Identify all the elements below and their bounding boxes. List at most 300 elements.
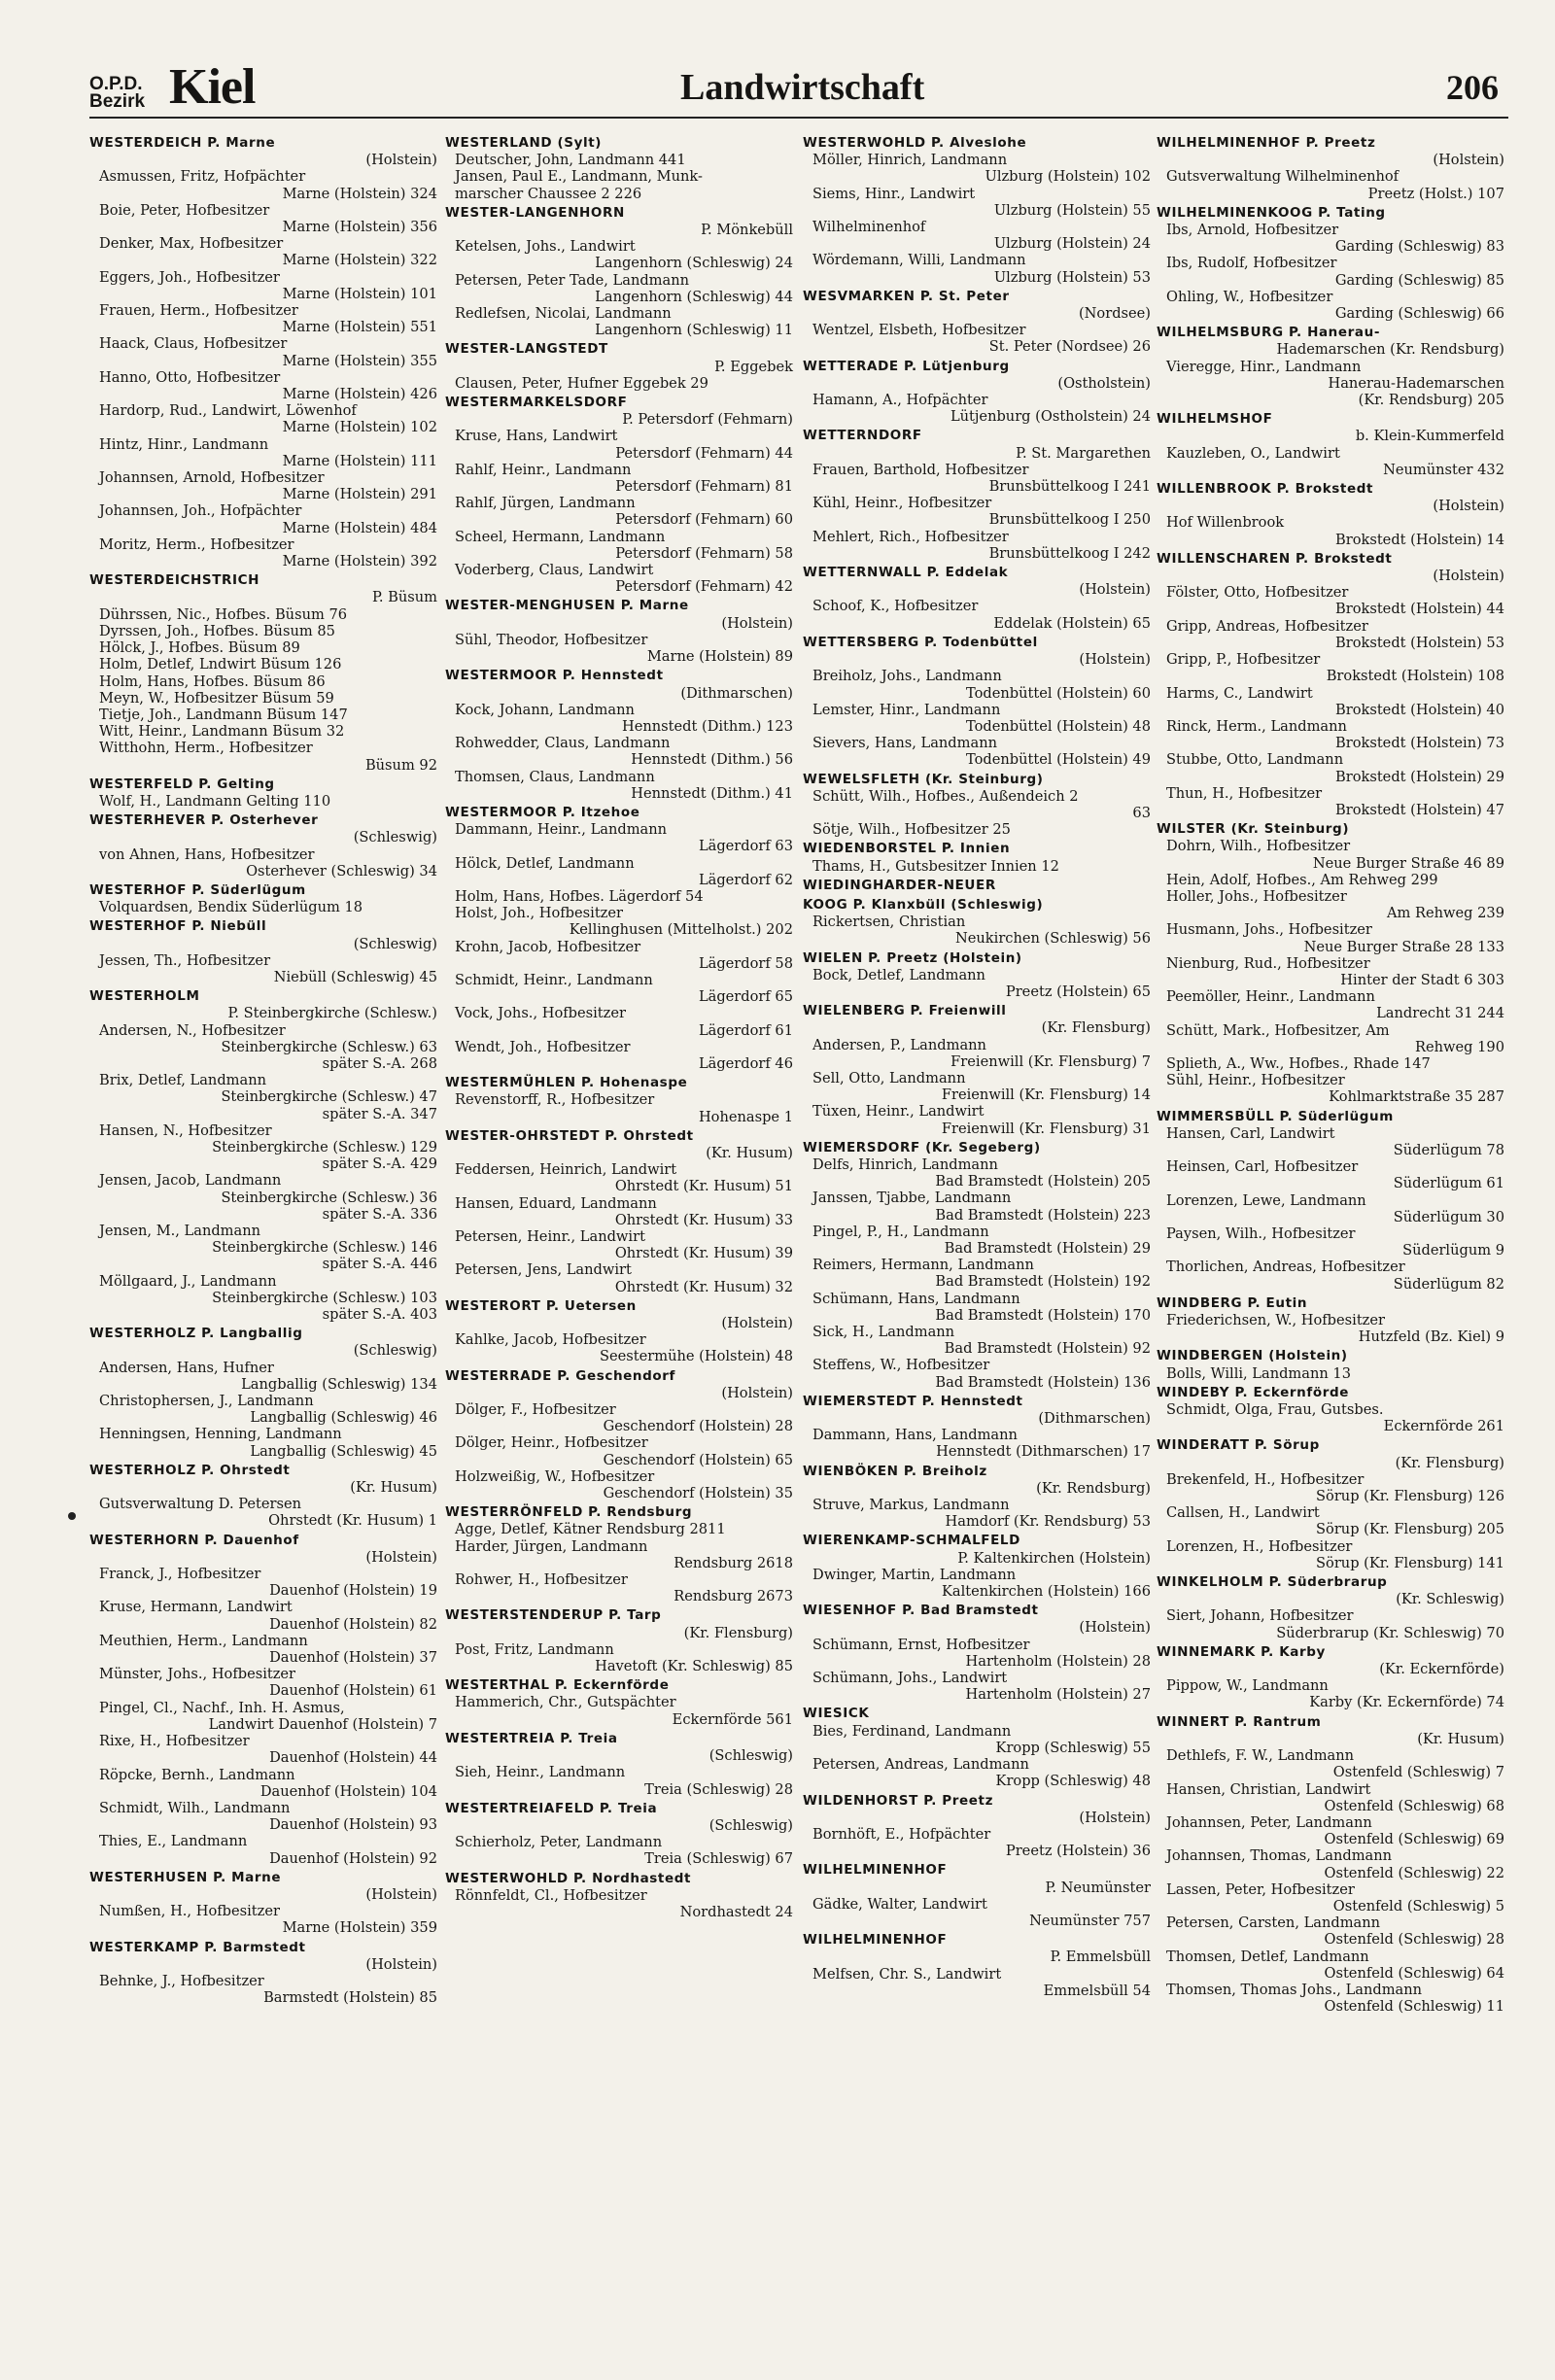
entry-location: P. Emmelsbüll — [1050, 1949, 1151, 1966]
entry-name: Wolf, H., Landmann Gelting 110 — [99, 792, 331, 810]
entry-location: Marne (Holstein) 356 — [282, 219, 437, 236]
entry-location: Dauenhof (Holstein) 61 — [269, 1682, 437, 1700]
entry-location: (Schleswig) — [353, 935, 437, 952]
entry-location: Marne (Holstein) 101 — [282, 285, 437, 302]
place-heading: WINDBERG P. Eutin — [1157, 1294, 1308, 1311]
entry-location: Steinbergkirche (Schlesw.) 129 — [212, 1138, 437, 1156]
entry-location: Todenbüttel (Holstein) 49 — [965, 751, 1151, 769]
entry-location: Hennstedt (Dithmarschen) 17 — [936, 1443, 1151, 1461]
place-heading: WIESICK — [803, 1706, 870, 1722]
place-heading: WIEMERSTEDT P. Hennstedt — [803, 1393, 1023, 1409]
entry-location: (Holstein) — [365, 1885, 437, 1903]
entry-name: Harder, Jürgen, Landmann — [455, 1537, 648, 1555]
entry-location: Bad Bramstedt (Holstein) 205 — [935, 1173, 1151, 1190]
place-heading: WILHELMINENHOF — [803, 1862, 948, 1879]
entry-name: Wördemann, Willi, Landmann — [812, 252, 1026, 269]
place-heading: WESTERHOF P. Süderlügum — [89, 881, 306, 898]
place-heading: WESTERDEICH P. Marne — [89, 135, 276, 151]
entry-name: Holm, Detlef, Lndwirt Büsum 126 — [99, 656, 342, 673]
entry-location: Hamdorf (Kr. Rendsburg) 53 — [945, 1513, 1151, 1531]
entry-location: Eckernförde 261 — [1383, 1418, 1504, 1435]
entry-name: marscher Chaussee 2 226 — [455, 185, 642, 202]
entry-location: Todenbüttel (Holstein) 60 — [965, 684, 1151, 702]
entry-name: Möllgaard, J., Landmann — [99, 1272, 277, 1290]
section-title: Landwirtschaft — [680, 67, 925, 108]
place-heading: WESTERHUSEN P. Marne — [89, 1869, 282, 1885]
entry-name: Delfs, Hinrich, Landmann — [812, 1156, 998, 1173]
place-heading: WESTERKAMP P. Barmstedt — [89, 1939, 306, 1955]
entry-location: Petersdorf (Fehmarn) 58 — [615, 544, 793, 562]
entry-location: (Holstein) — [365, 1548, 437, 1566]
entry-location: Marne (Holstein) 111 — [282, 452, 437, 469]
place-heading: WESTERRADE P. Geschendorf — [445, 1367, 675, 1384]
entry-name: Thies, E., Landmann — [99, 1833, 248, 1850]
entry-location: Kropp (Schleswig) 48 — [995, 1773, 1151, 1790]
entry-name: Pingel, P., H., Landmann — [812, 1223, 989, 1240]
place-heading: WESTERWOHLD P. Nordhastedt — [445, 1870, 692, 1886]
entry-name: Kauzleben, O., Landwirt — [1166, 444, 1340, 462]
entry-name: Splieth, A., Ww., Hofbes., Rhade 147 — [1166, 1054, 1431, 1072]
entry-name: Hof Willenbrook — [1166, 514, 1285, 532]
entry-location: P. Petersdorf (Fehmarn) — [622, 411, 793, 429]
entry-location: Marne (Holstein) 359 — [282, 1919, 437, 1937]
entry-location: Lägerdorf 58 — [698, 954, 793, 972]
entry-location: Rehweg 190 — [1415, 1038, 1504, 1055]
entry-location: Bad Bramstedt (Holstein) 223 — [935, 1206, 1151, 1224]
entry-location: Dauenhof (Holstein) 92 — [269, 1849, 437, 1867]
entry-location: Todenbüttel (Holstein) 48 — [965, 717, 1151, 735]
entry-name: Röpcke, Bernh., Landmann — [99, 1766, 295, 1783]
entry-name: Dammann, Heinr., Landmann — [455, 821, 668, 839]
entry-location: Brokstedt (Holstein) 14 — [1335, 531, 1504, 548]
entry-name: Rohwer, H., Hofbesitzer — [455, 1571, 628, 1589]
entry-location: Petersdorf (Fehmarn) 44 — [615, 444, 793, 462]
entry-name: Redlefsen, Nicolai, Landmann — [455, 305, 672, 323]
entry-location: (Kr. Husum) — [1417, 1730, 1504, 1747]
entry-name: Schümann, Johs., Landwirt — [812, 1670, 1008, 1687]
entry-name: Lassen, Peter, Hofbesitzer — [1166, 1880, 1355, 1898]
entry-name: Vock, Johs., Hofbesitzer — [455, 1005, 626, 1022]
entry-name: Callsen, H., Landwirt — [1166, 1504, 1320, 1522]
entry-location: Ulzburg (Holstein) 53 — [993, 268, 1151, 286]
entry-location: Sörup (Kr. Flensburg) 205 — [1316, 1521, 1504, 1538]
entry-name: Ketelsen, Johs., Landwirt — [455, 238, 636, 256]
entry-location: Steinbergkirche (Schlesw.) 47 — [221, 1088, 437, 1106]
entry-name: Struve, Markus, Landmann — [812, 1497, 1010, 1514]
place-heading: WILLENBROOK P. Brokstedt — [1157, 481, 1374, 498]
entry-name: Hintz, Hinr., Landmann — [99, 435, 269, 453]
entry-location: (Holstein) — [1079, 581, 1151, 599]
entry-name: Christophersen, J., Landmann — [99, 1393, 314, 1410]
place-heading: WESVMARKEN P. St. Peter — [803, 288, 1010, 304]
entry-name: Hansen, Carl, Landwirt — [1166, 1124, 1335, 1142]
entry-name: Andersen, N., Hofbesitzer — [99, 1021, 286, 1039]
entry-name: Hanno, Otto, Hofbesitzer — [99, 368, 281, 386]
entry-location: (Holstein) — [1433, 498, 1504, 515]
entry-location: b. Klein-Kummerfeld — [1355, 428, 1504, 445]
entry-location: Ulzburg (Holstein) 24 — [993, 235, 1151, 253]
entry-location: Preetz (Holstein) 65 — [1005, 983, 1151, 1000]
entry-name: Jensen, Jacob, Landmann — [99, 1172, 282, 1190]
entry-location: Hartenholm (Holstein) 27 — [965, 1686, 1151, 1704]
place-heading: WESTERFELD P. Gelting — [89, 776, 275, 792]
entry-name: Thomsen, Detlef, Landmann — [1166, 1948, 1369, 1965]
column-1 — [89, 132, 437, 2006]
entry-name: Schütt, Mark., Hofbesitzer, Am — [1166, 1021, 1390, 1039]
entry-location: Hennstedt (Dithm.) 123 — [622, 717, 793, 735]
entry-name: Heinsen, Carl, Hofbesitzer — [1166, 1158, 1359, 1176]
entry-name: Meuthien, Herm., Landmann — [99, 1632, 308, 1649]
entry-name: Bornhöft, E., Hofpächter — [812, 1825, 991, 1843]
entry-name: Petersen, Jens, Landwirt — [455, 1261, 632, 1279]
place-heading: WINDEBY P. Eckernförde — [1157, 1384, 1350, 1400]
entry-location: (Schleswig) — [708, 1747, 793, 1765]
place-heading: WINDBERGEN (Holstein) — [1157, 1348, 1348, 1364]
entry-name: Gädke, Walter, Landwirt — [812, 1895, 987, 1913]
entry-location: (Dithmarschen) — [680, 684, 793, 702]
entry-location: (Kr. Flensburg) — [1041, 1019, 1151, 1037]
place-heading: WILHELMINENKOOG P. Tating — [1157, 204, 1386, 221]
place-heading: WESTERHEVER P. Osterhever — [89, 812, 319, 829]
place-heading: WIEDINGHARDER-NEUER — [803, 877, 996, 893]
entry-location: Hohenaspe 1 — [698, 1108, 793, 1125]
entry-location: Brunsbüttelkoog I 242 — [988, 544, 1151, 562]
entry-name: Haack, Claus, Hofbesitzer — [99, 335, 288, 353]
entry-name: Johannsen, Thomas, Landmann — [1166, 1847, 1393, 1865]
entry-name: Friederichsen, W., Hofbesitzer — [1166, 1312, 1385, 1329]
entry-location: Hartenholm (Holstein) 28 — [965, 1652, 1151, 1670]
entry-name: Thun, H., Hofbesitzer — [1166, 784, 1323, 802]
entry-name: Peemöller, Heinr., Landmann — [1166, 988, 1375, 1006]
entry-name: Sell, Otto, Landmann — [812, 1069, 966, 1087]
entry-name: Kühl, Heinr., Hofbesitzer — [812, 495, 992, 512]
entry-name: Frauen, Barthold, Hofbesitzer — [812, 461, 1029, 478]
place-heading: WESTERHOLZ P. Langballig — [89, 1326, 303, 1342]
entry-location: Ostenfeld (Schleswig) 22 — [1324, 1864, 1504, 1881]
entry-location: Garding (Schleswig) 85 — [1334, 271, 1504, 289]
place-heading: WETTERNWALL P. Eddelak — [803, 565, 1009, 581]
entry-location: Brunsbüttelkoog I 250 — [988, 511, 1151, 529]
place-heading: WESTERMARKELSDORF — [445, 395, 628, 411]
entry-location: Neue Burger Straße 28 133 — [1303, 938, 1504, 955]
entry-location: später S.-A. 336 — [322, 1205, 437, 1223]
place-heading: WETTERADE P. Lütjenburg — [803, 358, 1010, 374]
entry-location: Langenhorn (Schleswig) 44 — [595, 288, 793, 305]
entry-location: Sörup (Kr. Flensburg) 126 — [1316, 1488, 1504, 1505]
entry-name: Melfsen, Chr. S., Landwirt — [812, 1965, 1002, 1983]
entry-name: Jansen, Paul E., Landmann, Munk- — [455, 168, 703, 186]
column-3 — [803, 132, 1151, 1999]
entry-location: Steinbergkirche (Schlesw.) 146 — [212, 1239, 437, 1257]
entry-location: Dauenhof (Holstein) 93 — [269, 1816, 437, 1834]
entry-location: (Kr. Rendsburg) 205 — [1358, 392, 1504, 409]
entry-location: Barmstedt (Holstein) 85 — [263, 1989, 437, 2007]
entry-location: Dauenhof (Holstein) 104 — [259, 1782, 437, 1800]
entry-name: Thomsen, Claus, Landmann — [455, 768, 655, 785]
entry-name: Gutsverwaltung Wilhelminenhof — [1166, 168, 1400, 186]
entry-name: von Ahnen, Hans, Hofbesitzer — [99, 845, 315, 863]
entry-name: Pippow, W., Landmann — [1166, 1677, 1329, 1695]
place-heading: WIENBÖKEN P. Breiholz — [803, 1463, 987, 1479]
entry-location: Hanerau-Hademarschen — [1328, 374, 1504, 392]
entry-name: Witthohn, Herm., Hofbesitzer — [99, 740, 313, 757]
place-heading: WESTER-MENGHUSEN P. Marne — [445, 598, 689, 614]
entry-location: Emmelsbüll 54 — [1043, 1982, 1151, 1999]
entry-location: Kropp (Schleswig) 55 — [995, 1739, 1151, 1756]
entry-location: Büsum 92 — [364, 756, 437, 774]
entry-name: Möller, Hinrich, Landmann — [812, 152, 1008, 169]
place-heading: WINNERT P. Rantrum — [1157, 1713, 1322, 1730]
entry-name: Kruse, Hermann, Landwirt — [99, 1599, 293, 1616]
entry-name: Deutscher, John, Landmann 441 — [455, 152, 686, 169]
entry-name: Sötje, Wilh., Hofbesitzer 25 — [812, 821, 1011, 839]
entry-name: Thomsen, Thomas Johs., Landmann — [1166, 1981, 1423, 1998]
entry-location: Süderlügum 61 — [1393, 1175, 1504, 1192]
place-heading: WESTERWOHLD P. Alveslohe — [803, 135, 1027, 151]
place-heading: WILLENSCHAREN P. Brokstedt — [1157, 550, 1393, 567]
entry-location: (Dithmarschen) — [1038, 1410, 1151, 1428]
entry-name: Andersen, Hans, Hufner — [99, 1359, 274, 1376]
entry-name: Boie, Peter, Hofbesitzer — [99, 201, 270, 219]
entry-location: Lägerdorf 63 — [698, 838, 793, 855]
entry-location: Havetoft (Kr. Schleswig) 85 — [595, 1658, 793, 1675]
entry-name: Schümann, Hans, Landmann — [812, 1290, 1020, 1307]
place-heading: WESTERDEICHSTRICH — [89, 572, 260, 589]
entry-name: Dölger, Heinr., Hofbesitzer — [455, 1434, 648, 1452]
entry-location: Bad Bramstedt (Holstein) 29 — [944, 1240, 1151, 1257]
entry-location: Sörup (Kr. Flensburg) 141 — [1316, 1554, 1504, 1571]
entry-name: Gripp, P., Hofbesitzer — [1166, 651, 1321, 669]
place-heading: WIEMERSDORF (Kr. Segeberg) — [803, 1139, 1041, 1156]
entry-location: Marne (Holstein) 484 — [282, 519, 437, 536]
entry-name: Ibs, Arnold, Hofbesitzer — [1166, 222, 1339, 239]
entry-name: Tüxen, Heinr., Landwirt — [812, 1103, 985, 1121]
place-heading: WESTERTHAL P. Eckernförde — [445, 1677, 670, 1694]
entry-name: Clausen, Peter, Hufner Eggebek 29 — [455, 374, 708, 392]
entry-location: Kohlmarktstraße 35 287 — [1329, 1088, 1504, 1106]
entry-name: Mehlert, Rich., Hofbesitzer — [812, 528, 1009, 545]
place-heading: WESTERTREIA P. Treia — [445, 1730, 618, 1746]
entry-location: Garding (Schleswig) 83 — [1334, 238, 1504, 256]
entry-name: Dethlefs, F. W., Landmann — [1166, 1747, 1355, 1765]
entry-name: Moritz, Herm., Hofbesitzer — [99, 535, 294, 553]
entry-location: Osterhever (Schleswig) 34 — [246, 862, 437, 880]
entry-name: Schoof, K., Hofbesitzer — [812, 598, 979, 615]
entry-location: Brunsbüttelkoog I 241 — [988, 478, 1151, 496]
entry-name: Hamann, A., Hofpächter — [812, 392, 988, 409]
entry-location: (Holstein) — [721, 1315, 793, 1332]
entry-location: Ohrstedt (Kr. Husum) 33 — [614, 1211, 793, 1228]
entry-name: Agge, Detlef, Kätner Rendsburg 2811 — [455, 1521, 726, 1538]
place-heading: WESTERHOLM — [89, 988, 200, 1005]
entry-name: Wendt, Joh., Hofbesitzer — [455, 1038, 631, 1055]
entry-name: Krohn, Jacob, Hofbesitzer — [455, 938, 641, 955]
entry-location: Petersdorf (Fehmarn) 42 — [615, 578, 793, 596]
entry-location: Ohrstedt (Kr. Husum) 1 — [268, 1512, 437, 1530]
entry-location: später S.-A. 268 — [322, 1054, 437, 1072]
entry-location: (Kr. Flensburg) — [683, 1624, 793, 1641]
place-heading: WILDENHORST P. Preetz — [803, 1792, 994, 1809]
entry-name: Rinck, Herm., Landmann — [1166, 717, 1347, 735]
entry-location: Ostenfeld (Schleswig) 64 — [1324, 1964, 1504, 1982]
entry-location: P. Büsum — [372, 589, 437, 606]
entry-location: Marne (Holstein) 392 — [282, 553, 437, 570]
entry-name: Hein, Adolf, Hofbes., Am Rehweg 299 — [1166, 871, 1438, 888]
city-title: Kiel — [169, 59, 256, 115]
entry-location: Süderlügum 30 — [1393, 1208, 1504, 1225]
place-heading: WESTERTREIAFELD P. Treia — [445, 1800, 658, 1816]
entry-location: Dauenhof (Holstein) 82 — [269, 1615, 437, 1633]
entry-name: Rohwedder, Claus, Landmann — [455, 735, 671, 752]
place-heading: WESTERORT P. Uetersen — [445, 1297, 637, 1314]
page-number: 206 — [1446, 68, 1499, 107]
entry-name: Schierholz, Peter, Landmann — [455, 1834, 663, 1851]
entry-location: Steinbergkirche (Schlesw.) 103 — [212, 1289, 437, 1306]
entry-location: Hinter der Stadt 6 303 — [1340, 971, 1504, 988]
entry-location: Langenhorn (Schleswig) 11 — [595, 322, 793, 339]
entry-name: Johannsen, Joh., Hofpächter — [99, 502, 302, 520]
entry-name: Denker, Max, Hofbesitzer — [99, 235, 284, 253]
entry-location: Marne (Holstein) 355 — [282, 352, 437, 369]
entry-location: Langenhorn (Schleswig) 24 — [595, 255, 793, 272]
place-heading: WILHELMINENHOF — [803, 1932, 948, 1949]
entry-location: Bad Bramstedt (Holstein) 136 — [935, 1373, 1151, 1391]
entry-location: Lägerdorf 46 — [698, 1054, 793, 1072]
entry-location: Eckernförde 561 — [672, 1710, 793, 1728]
entry-name: Breiholz, Johs., Landmann — [812, 668, 1002, 685]
entry-name: Dührssen, Nic., Hofbes. Büsum 76 — [99, 605, 348, 623]
entry-location: Brokstedt (Holstein) 40 — [1335, 701, 1504, 718]
entry-location: Steinbergkirche (Schlesw.) 36 — [221, 1189, 437, 1206]
entry-location: Rendsburg 2618 — [674, 1554, 793, 1571]
entry-name: Pingel, Cl., Nachf., Inh. H. Asmus, — [99, 1699, 345, 1716]
entry-location: Kellinghusen (Mittelholst.) 202 — [569, 921, 793, 939]
entry-name: Gripp, Andreas, Hofbesitzer — [1166, 617, 1368, 635]
entry-location: Lütjenburg (Ostholstein) 24 — [950, 408, 1151, 426]
entry-name: Dohrn, Wilh., Hofbesitzer — [1166, 838, 1351, 855]
entry-name: Jensen, M., Landmann — [99, 1223, 261, 1239]
entry-name: Henningsen, Henning, Landmann — [99, 1426, 342, 1443]
entry-location: Petersdorf (Fehmarn) 81 — [615, 478, 793, 496]
entry-name: Voderberg, Claus, Landwirt — [455, 562, 654, 579]
entry-location: Treia (Schleswig) 67 — [644, 1850, 793, 1868]
entry-location: P. Kaltenkirchen (Holstein) — [957, 1549, 1151, 1567]
entry-location: Langballig (Schleswig) 46 — [250, 1409, 437, 1427]
entry-name: Brekenfeld, H., Hofbesitzer — [1166, 1470, 1365, 1488]
entry-name: Hammerich, Chr., Gutspächter — [455, 1694, 676, 1711]
entry-location: (Holstein) — [365, 1955, 437, 1973]
entry-location: Marne (Holstein) 322 — [282, 252, 437, 269]
entry-location: Rendsburg 2673 — [674, 1588, 793, 1605]
entry-location: später S.-A. 403 — [322, 1306, 437, 1324]
entry-location: später S.-A. 446 — [322, 1256, 437, 1273]
place-heading: WILHELMSHOF — [1157, 411, 1273, 428]
entry-name: Hölck, J., Hofbes. Büsum 89 — [99, 639, 300, 657]
entry-location: Lägerdorf 62 — [698, 871, 793, 888]
place-heading: KOOG P. Klanxbüll (Schleswig) — [803, 896, 1044, 913]
entry-location: Süderlügum 9 — [1402, 1242, 1504, 1259]
place-heading: WEWELSFLETH (Kr. Steinburg) — [803, 771, 1044, 787]
entry-name: Petersen, Heinr., Landwirt — [455, 1228, 645, 1245]
place-heading: WILHELMSBURG P. Hanerau- — [1157, 325, 1381, 341]
entry-location: Dauenhof (Holstein) 44 — [269, 1749, 437, 1767]
entry-location: Karby (Kr. Eckernförde) 74 — [1309, 1694, 1504, 1711]
entry-name: Bock, Detlef, Landmann — [812, 966, 985, 983]
entry-name: Frauen, Herm., Hofbesitzer — [99, 302, 298, 320]
entry-location: Lägerdorf 61 — [698, 1021, 793, 1039]
entry-name: Kock, Johann, Landmann — [455, 701, 635, 718]
entry-location: Brokstedt (Holstein) 29 — [1335, 768, 1504, 785]
entry-location: Am Rehweg 239 — [1386, 905, 1504, 922]
entry-name: Janssen, Tjabbe, Landmann — [812, 1190, 1012, 1207]
entry-name: Ohling, W., Hofbesitzer — [1166, 288, 1333, 305]
entry-name: Sievers, Hans, Landmann — [812, 735, 997, 752]
entry-name: Brix, Detlef, Landmann — [99, 1072, 267, 1089]
entry-name: Revenstorff, R., Hofbesitzer — [455, 1091, 655, 1109]
entry-name: Rönnfeldt, Cl., Hofbesitzer — [455, 1886, 647, 1904]
place-heading: WESTERMÜHLEN P. Hohenaspe — [445, 1075, 688, 1091]
entry-name: Schmidt, Olga, Frau, Gutsbes. — [1166, 1401, 1384, 1419]
entry-location: Geschendorf (Holstein) 65 — [603, 1451, 793, 1468]
entry-location: Brokstedt (Holstein) 108 — [1326, 668, 1504, 685]
place-heading: WIMMERSBÜLL P. Süderlügum — [1157, 1108, 1394, 1124]
entry-name: Rahlf, Heinr., Landmann — [455, 461, 632, 478]
entry-location: Ostenfeld (Schleswig) 28 — [1324, 1931, 1504, 1949]
entry-location: Preetz (Holst.) 107 — [1367, 185, 1504, 202]
entry-location: Dauenhof (Holstein) 19 — [269, 1582, 437, 1600]
entry-name: Rixe, H., Hofbesitzer — [99, 1733, 250, 1750]
entry-location: Brokstedt (Holstein) 44 — [1335, 601, 1504, 618]
entry-location: Marne (Holstein) 291 — [282, 486, 437, 503]
entry-name: Witt, Heinr., Landmann Büsum 32 — [99, 723, 345, 741]
entry-location: (Kr. Husum) — [350, 1479, 437, 1497]
place-heading: WESTERHORN P. Dauenhof — [89, 1532, 299, 1548]
entry-location: Ulzburg (Holstein) 102 — [985, 168, 1151, 186]
entry-name: Meyn, W., Hofbesitzer Büsum 59 — [99, 689, 334, 707]
entry-name: Asmussen, Fritz, Hofpächter — [99, 168, 306, 186]
entry-location: Marne (Holstein) 89 — [646, 648, 793, 666]
entry-name: Petersen, Andreas, Landmann — [812, 1756, 1029, 1774]
entry-name: Post, Fritz, Landmann — [455, 1640, 614, 1658]
entry-name: Harms, C., Landwirt — [1166, 684, 1313, 702]
place-heading: WETTERSBERG P. Todenbüttel — [803, 634, 1038, 650]
entry-location: Brokstedt (Holstein) 47 — [1335, 801, 1504, 818]
entry-location: (Holstein) — [721, 614, 793, 632]
entry-name: Lorenzen, H., Hofbesitzer — [1166, 1537, 1353, 1555]
place-heading: WILHELMINENHOF P. Preetz — [1157, 135, 1376, 151]
entry-location: Süderlügum 78 — [1393, 1141, 1504, 1158]
entry-location: Neukirchen (Schleswig) 56 — [955, 930, 1151, 948]
entry-location: Treia (Schleswig) 28 — [644, 1780, 793, 1798]
entry-name: Hardorp, Rud., Landwirt, Löwenhof — [99, 402, 357, 420]
entry-name: Thams, H., Gutsbesitzer Innien 12 — [812, 857, 1059, 875]
entry-location: Freienwill (Kr. Flensburg) 14 — [941, 1087, 1151, 1104]
entry-location: Eddelak (Holstein) 65 — [993, 614, 1151, 632]
entry-location: Neumünster 432 — [1383, 461, 1504, 478]
entry-name: Holm, Hans, Hofbes. Büsum 86 — [99, 673, 326, 690]
entry-name: Schütt, Wilh., Hofbes., Außendeich 2 — [812, 787, 1079, 805]
entry-name: Bolls, Willi, Landmann 13 — [1166, 1364, 1351, 1382]
entry-name: Schmidt, Heinr., Landmann — [455, 971, 653, 988]
entry-name: Sieh, Heinr., Landmann — [455, 1764, 626, 1781]
entry-name: Sühl, Theodor, Hofbesitzer — [455, 631, 648, 648]
entry-location: Ohrstedt (Kr. Husum) 51 — [614, 1178, 793, 1195]
entry-name: Ibs, Rudolf, Hofbesitzer — [1166, 255, 1337, 272]
entry-location: Freienwill (Kr. Flensburg) 7 — [950, 1052, 1151, 1070]
entry-name: Dölger, F., Hofbesitzer — [455, 1401, 616, 1419]
place-heading: WESTER-LANGSTEDT — [445, 341, 608, 358]
entry-location: P. Steinbergkirche (Schlesw.) — [227, 1005, 437, 1022]
